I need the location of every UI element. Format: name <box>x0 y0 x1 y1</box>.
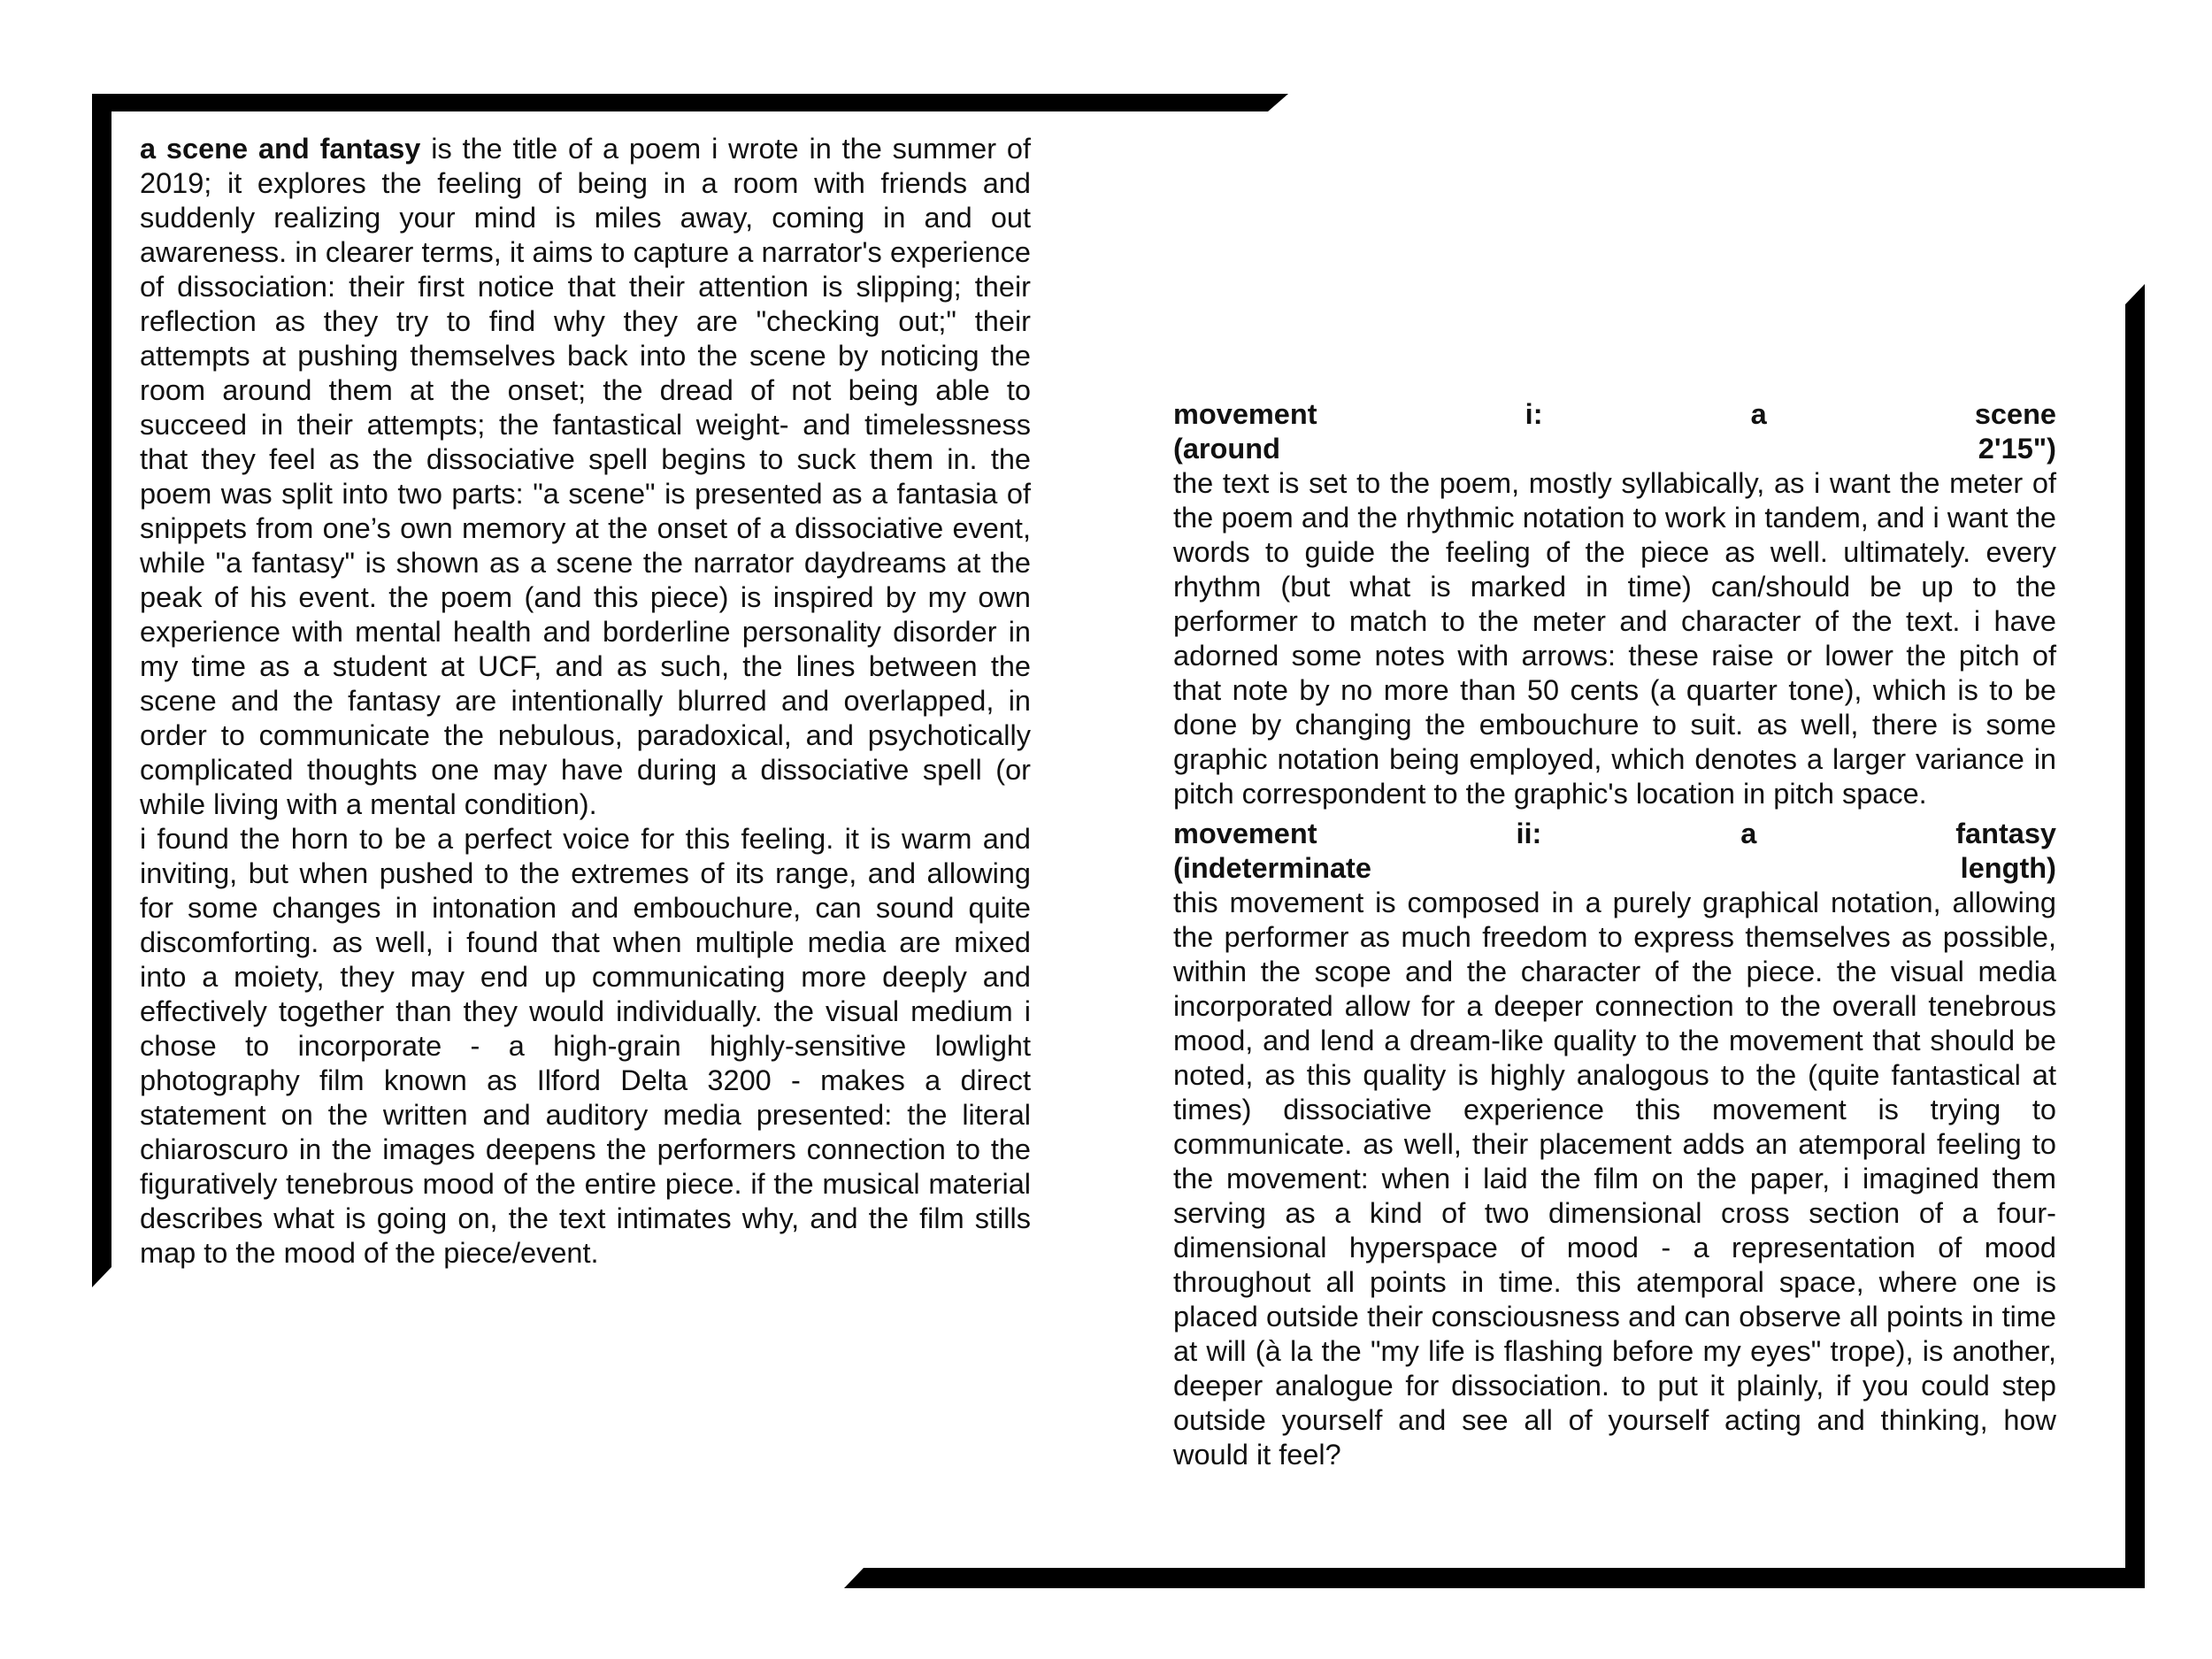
intro-paragraph <box>140 132 1031 822</box>
movement-2-body: this movement is composed in a purely graphical notation, allowing the performer as much freedom to express themselves as possible, within the scope and the character of the piece. the visual media incorporated allow for a deeper connection to the overall tenebrous mood, and lend a dream-like quality to the movement that should be noted, as this quality is highly analogous to the (quite fantastical at times) dissociative experience this movement is trying to communicate. as well, their placement adds an atemporal feeling to the movement: when i laid the film on the paper, i imagined them serving as a kind of two dimensional cross section of a four-dimensional hyperspace of mood - a representation of mood throughout all points in time. this atemporal space, where one is placed outside their consciousness and can observe all points in time at will (à la the "my life is flashing before my eyes" trope), is another, deeper analogue for dissociation. to put it plainly, if you could step outside yourself and see all of yourself acting and thinking, how would it feel? <box>1173 887 2056 1471</box>
poem-title: a scene and fantasy <box>140 133 421 165</box>
frame-top-left-bar <box>92 94 1288 111</box>
horn-paragraph: i found the horn to be a perfect voice for this feeling. it is warm and inviting, but when pushed to the extremes of its range, and allowing for some changes in intonation and embouchure, can sound quite discomforting. as well, i found that when multiple media are mixed into a moiety, they may end up communicating more deeply and effectively together than they would individually. the visual medium i chose to incorporate - a high-grain highly-sensitive lowlight photography film known as Ilford Delta 3200 - makes a direct statement on the written and auditory media presented: the literal chiaroscuro in the images deepens the performers connection to the figuratively tenebrous mood of the entire piece. if the musical material describes what is going on, the text intimates why, and the film stills map to the mood of the piece/event. <box>140 823 1031 1269</box>
movement-1-heading <box>1173 397 2056 466</box>
movement-1-duration: (around 2'15") <box>1173 433 2056 465</box>
movement-2-title: movement ii: a fantasy <box>1173 818 2056 849</box>
movement-1-body: the text is set to the poem, mostly syllabically, as i want the meter of the poem and the rhythmic notation to work in tandem, and i want the words to guide the feeling of the piece as well. ultimately. every rhythm (but what is marked in time) can/should be up to the performer to match to the meter and character of the text. i have adorned some notes with arrows: these raise or lower the pitch of that note by no more than 50 cents (a quarter tone), which is to be done by changing the embouchure to suit. as well, there is some graphic notation being employed, which denotes a larger variance in pitch correspondent to the graphic's location in pitch space. <box>1173 467 2056 810</box>
movement-2-heading <box>1173 817 2056 886</box>
frame-left-side-bar <box>92 94 111 1287</box>
frame-bottom-right-bar <box>844 1568 2145 1588</box>
intro-text: is the title of a poem i wrote in the summer of 2019; it explores the feeling of being in a room with friends and suddenly realizing your mind is miles away, coming in and out awareness. in clearer terms, it aims to capture a narrator's experience of dissociation: their first notice that their attention is slipping; their reflection as they try to find why they are "checking out;" their attempts at pushing themselves back into the scene by noticing the room around them at the onset; the dread of not being able to succeed in their attempts; the fantastical weight- and timelessness that they feel as the dissociative spell begins to suck them in. the poem was split into two parts: "a scene" is presented as a fantasia of snippets from one’s own memory at the onset of a dissociative event, while "a fantasy" is shown as a scene the narrator daydreams at the peak of his event. the poem (and this piece) is inspired by my own experience with mental health and borderline personality disorder in my time as a student at UCF, and as such, the lines between the scene and the fantasy are intentionally blurred and overlapped, in order to communicate the nebulous, paradoxical, and psychotically complicated thoughts one may have during a dissociative spell (or while living with a mental condition). <box>140 133 1031 820</box>
frame-right-side-bar <box>2125 284 2145 1588</box>
movement-1-title: movement i: a scene <box>1173 398 2056 430</box>
left-column-text <box>140 132 1031 1271</box>
right-column-text <box>1173 397 2056 1472</box>
movement-2-duration: (indeterminate length) <box>1173 852 2056 884</box>
